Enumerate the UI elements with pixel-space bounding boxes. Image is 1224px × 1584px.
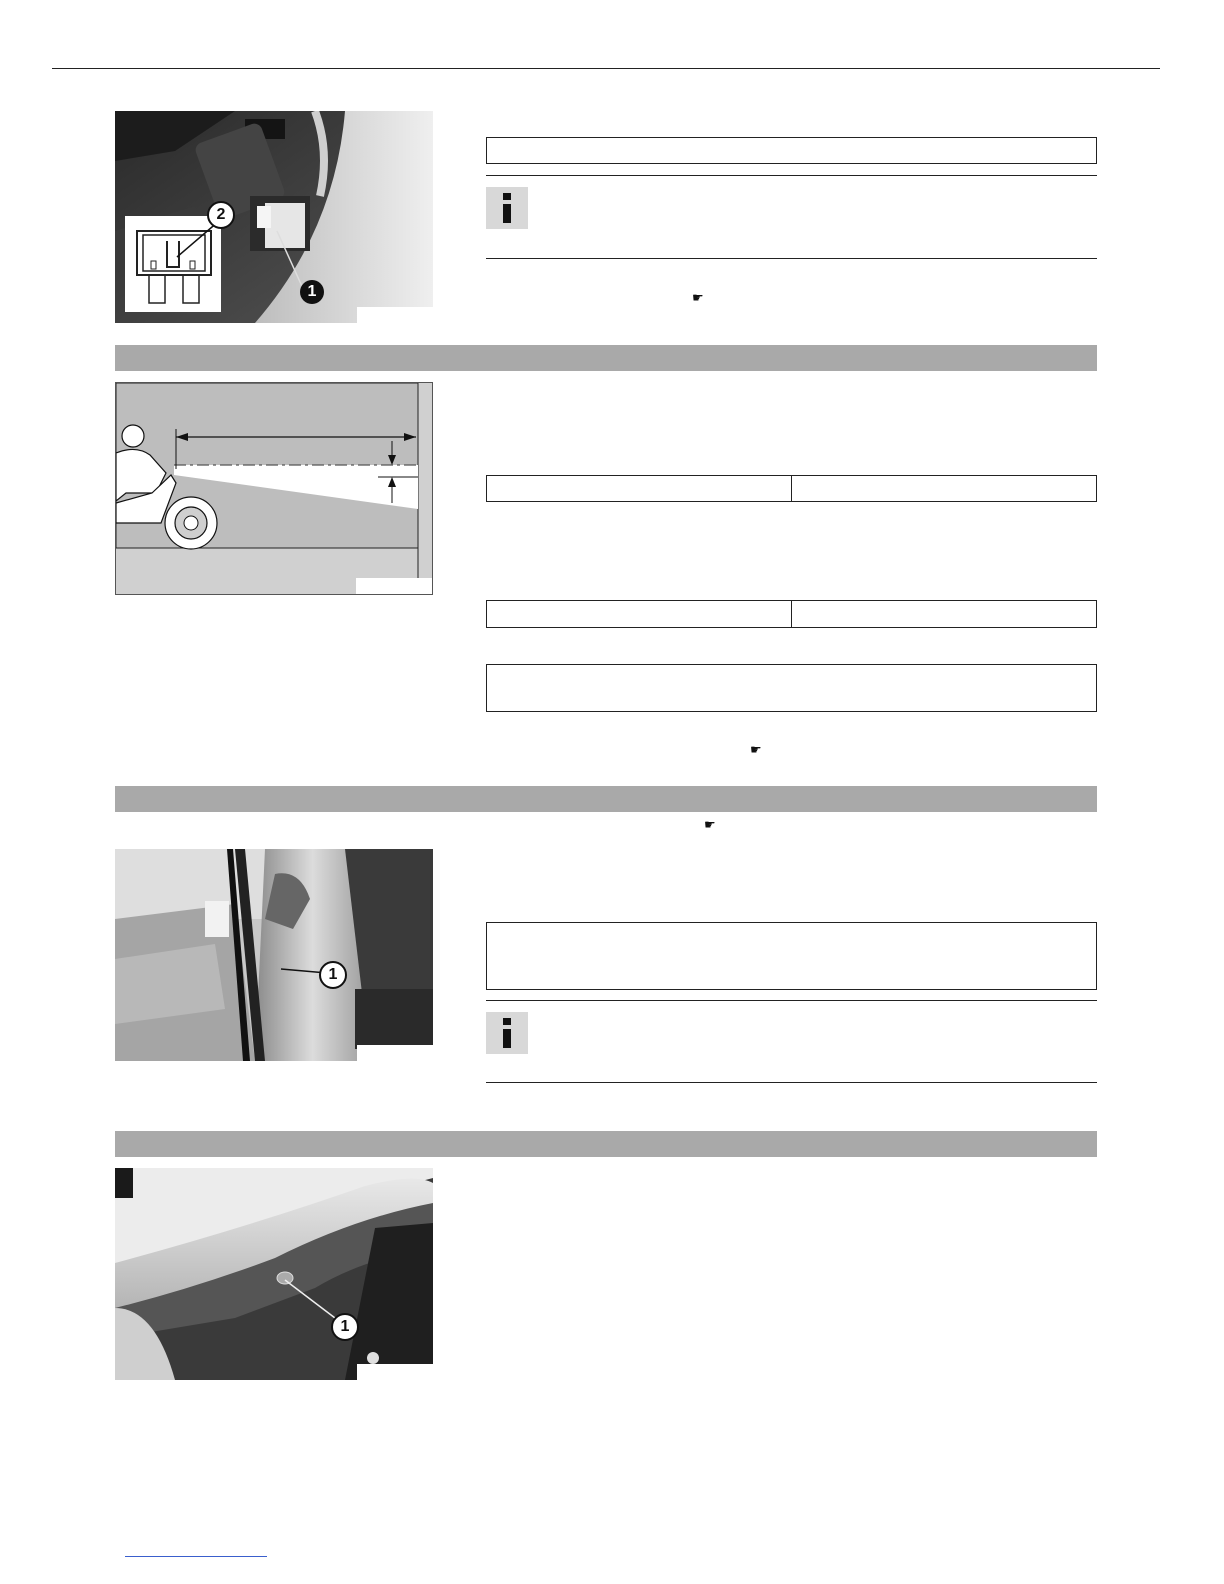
info-rule-bottom — [486, 258, 1097, 259]
callout-1: 1 — [300, 280, 324, 304]
info-rule-bottom — [486, 1082, 1097, 1083]
figure-id-tag — [356, 578, 432, 594]
spec-table-1 — [486, 475, 1097, 502]
adjust-screw-illustration — [115, 1168, 433, 1380]
info-rule-top — [486, 175, 1097, 176]
info-glyph — [500, 1018, 514, 1048]
spec-table-2-cell-value — [791, 601, 1096, 627]
spec-table-1-cell-value — [791, 476, 1096, 501]
fuse-photo-illustration — [115, 111, 433, 323]
fork-photo — [115, 849, 433, 1061]
spec-table-2-cell-label — [487, 601, 791, 627]
figure-id-tag — [357, 1364, 433, 1380]
spec-box — [486, 137, 1097, 164]
hand-pointer-icon[interactable]: ☛ — [704, 818, 716, 833]
headlight-diagram — [115, 382, 433, 595]
footer-link[interactable] — [125, 1556, 267, 1557]
section-bar-adjustment — [115, 1131, 1097, 1157]
info-icon — [486, 187, 528, 229]
figure-id-tag — [357, 1045, 433, 1061]
note-box — [486, 922, 1097, 990]
figure-id-tag — [357, 307, 433, 323]
note-box — [486, 664, 1097, 712]
info-icon — [486, 1012, 528, 1054]
callout-2: 2 — [207, 201, 235, 229]
callout-1: 1 — [331, 1313, 359, 1341]
fuse-photo — [115, 111, 433, 323]
hand-pointer-icon[interactable]: ☛ — [692, 291, 704, 306]
section-bar-headlight — [115, 345, 1097, 371]
spec-table-2 — [486, 600, 1097, 628]
fork-photo-illustration — [115, 849, 433, 1061]
headlight-beam-illustration — [116, 383, 433, 595]
adjust-screw-photo — [115, 1168, 433, 1380]
section-bar-fork — [115, 786, 1097, 812]
hand-pointer-icon[interactable]: ☛ — [750, 743, 762, 758]
info-glyph — [500, 193, 514, 223]
info-rule-top — [486, 1000, 1097, 1001]
callout-1: 1 — [319, 961, 347, 989]
header-rule — [52, 68, 1160, 69]
spec-table-1-cell-label — [487, 476, 791, 501]
